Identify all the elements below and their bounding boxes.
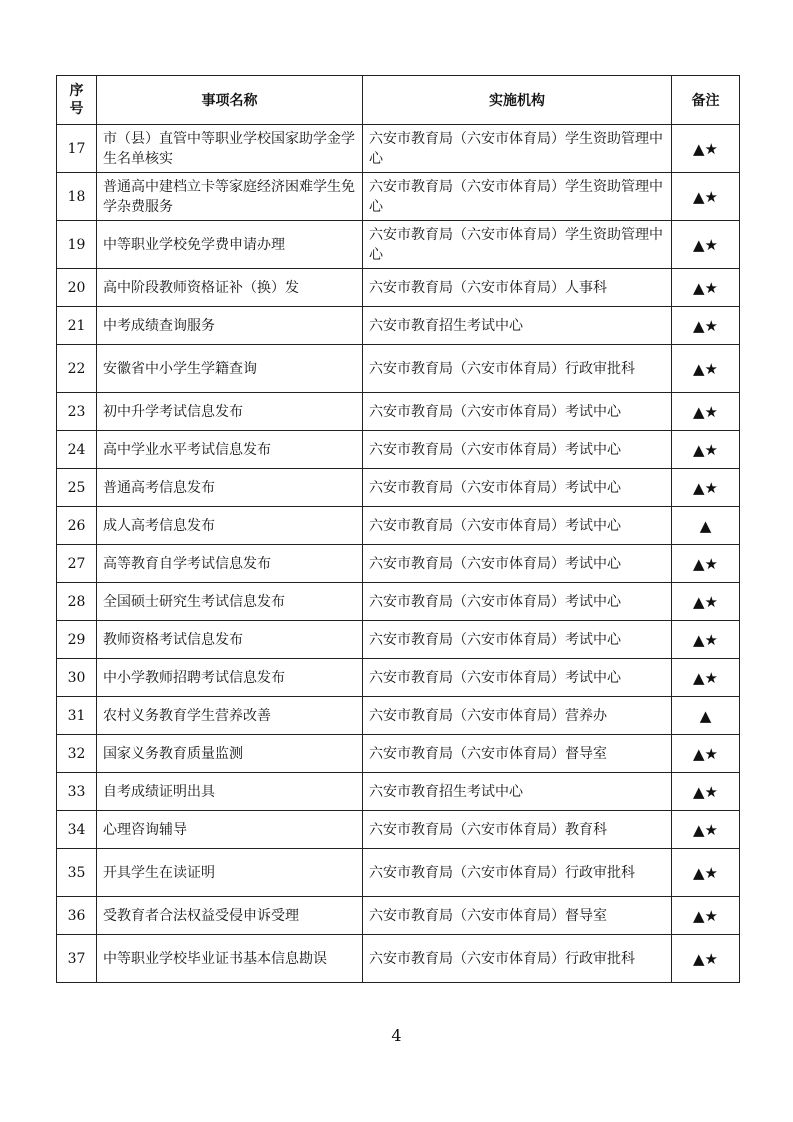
remark-symbols: ▲★ [672,811,740,849]
table-row [57,221,740,269]
table-row [57,811,740,849]
row-number: 24 [57,431,97,469]
table-row [57,735,740,773]
table-row [57,935,740,983]
implementing-agency: 六安市教育局（六安市体育局）督导室 [363,897,672,935]
remark-symbols: ▲ [672,507,740,545]
item-name: 普通高考信息发布 [97,469,363,507]
remark-symbols: ▲★ [672,431,740,469]
item-name: 高中阶段教师资格证补（换）发 [97,269,363,307]
item-name: 中小学教师招聘考试信息发布 [97,659,363,697]
remark-symbols: ▲★ [672,393,740,431]
remark-symbols: ▲★ [672,307,740,345]
table-row [57,307,740,345]
item-name: 自考成绩证明出具 [97,773,363,811]
item-name: 市（县）直管中等职业学校国家助学金学生名单核实 [97,125,363,173]
row-number: 34 [57,811,97,849]
row-number: 32 [57,735,97,773]
item-name: 高中学业水平考试信息发布 [97,431,363,469]
table-header-row [57,76,740,125]
row-number: 17 [57,125,97,173]
row-number: 35 [57,849,97,897]
table-row [57,393,740,431]
item-name: 农村义务教育学生营养改善 [97,697,363,735]
remark-symbols: ▲★ [672,269,740,307]
table-row [57,125,740,173]
table-row [57,897,740,935]
row-number: 31 [57,697,97,735]
table-row [57,431,740,469]
remark-symbols: ▲★ [672,735,740,773]
implementing-agency: 六安市教育局（六安市体育局）督导室 [363,735,672,773]
item-name: 中等职业学校毕业证书基本信息勘误 [97,935,363,983]
implementing-agency: 六安市教育局（六安市体育局）考试中心 [363,545,672,583]
implementing-agency: 六安市教育局（六安市体育局）学生资助管理中心 [363,221,672,269]
services-table [56,75,740,983]
remark-symbols: ▲★ [672,621,740,659]
header-no-line2: 号 [69,101,84,117]
row-number: 19 [57,221,97,269]
item-name: 国家义务教育质量监测 [97,735,363,773]
remark-symbols: ▲ [672,697,740,735]
table-row [57,621,740,659]
item-name: 普通高中建档立卡等家庭经济困难学生免学杂费服务 [97,173,363,221]
remark-symbols: ▲★ [672,897,740,935]
remark-symbols: ▲★ [672,345,740,393]
item-name: 成人高考信息发布 [97,507,363,545]
remark-symbols: ▲★ [672,849,740,897]
row-number: 20 [57,269,97,307]
table-row [57,545,740,583]
implementing-agency: 六安市教育局（六安市体育局）行政审批科 [363,849,672,897]
implementing-agency: 六安市教育招生考试中心 [363,307,672,345]
implementing-agency: 六安市教育局（六安市体育局）考试中心 [363,431,672,469]
implementing-agency: 六安市教育局（六安市体育局）行政审批科 [363,935,672,983]
implementing-agency: 六安市教育局（六安市体育局）考试中心 [363,393,672,431]
row-number: 37 [57,935,97,983]
row-number: 23 [57,393,97,431]
header-name: 事项名称 [97,76,363,125]
row-number: 21 [57,307,97,345]
implementing-agency: 六安市教育局（六安市体育局）考试中心 [363,621,672,659]
implementing-agency: 六安市教育局（六安市体育局）人事科 [363,269,672,307]
item-name: 受教育者合法权益受侵申诉受理 [97,897,363,935]
item-name: 心理咨询辅导 [97,811,363,849]
page-number: 4 [391,1026,402,1045]
header-no [57,76,97,125]
row-number: 18 [57,173,97,221]
table-row [57,773,740,811]
header-org: 实施机构 [363,76,672,125]
implementing-agency: 六安市教育局（六安市体育局）教育科 [363,811,672,849]
table-row [57,173,740,221]
header-no-line1: 序 [69,83,84,99]
table-body [57,125,740,983]
row-number: 22 [57,345,97,393]
remark-symbols: ▲★ [672,773,740,811]
row-number: 26 [57,507,97,545]
table-row [57,345,740,393]
row-number: 28 [57,583,97,621]
table-row [57,269,740,307]
remark-symbols: ▲★ [672,221,740,269]
table-row [57,507,740,545]
header-note: 备注 [672,76,740,125]
implementing-agency: 六安市教育局（六安市体育局）学生资助管理中心 [363,125,672,173]
remark-symbols: ▲★ [672,469,740,507]
row-number: 27 [57,545,97,583]
remark-symbols: ▲★ [672,545,740,583]
table-row [57,659,740,697]
row-number: 36 [57,897,97,935]
table-row [57,583,740,621]
table-row [57,469,740,507]
table-row [57,849,740,897]
remark-symbols: ▲★ [672,935,740,983]
remark-symbols: ▲★ [672,125,740,173]
implementing-agency: 六安市教育招生考试中心 [363,773,672,811]
table-row [57,697,740,735]
implementing-agency: 六安市教育局（六安市体育局）考试中心 [363,659,672,697]
item-name: 开具学生在读证明 [97,849,363,897]
implementing-agency: 六安市教育局（六安市体育局）营养办 [363,697,672,735]
item-name: 安徽省中小学生学籍查询 [97,345,363,393]
remark-symbols: ▲★ [672,659,740,697]
item-name: 教师资格考试信息发布 [97,621,363,659]
row-number: 25 [57,469,97,507]
remark-symbols: ▲★ [672,173,740,221]
item-name: 全国硕士研究生考试信息发布 [97,583,363,621]
implementing-agency: 六安市教育局（六安市体育局）考试中心 [363,583,672,621]
item-name: 高等教育自学考试信息发布 [97,545,363,583]
implementing-agency: 六安市教育局（六安市体育局）行政审批科 [363,345,672,393]
item-name: 初中升学考试信息发布 [97,393,363,431]
item-name: 中考成绩查询服务 [97,307,363,345]
implementing-agency: 六安市教育局（六安市体育局）考试中心 [363,469,672,507]
implementing-agency: 六安市教育局（六安市体育局）学生资助管理中心 [363,173,672,221]
row-number: 30 [57,659,97,697]
item-name: 中等职业学校免学费申请办理 [97,221,363,269]
row-number: 29 [57,621,97,659]
implementing-agency: 六安市教育局（六安市体育局）考试中心 [363,507,672,545]
remark-symbols: ▲★ [672,583,740,621]
row-number: 33 [57,773,97,811]
